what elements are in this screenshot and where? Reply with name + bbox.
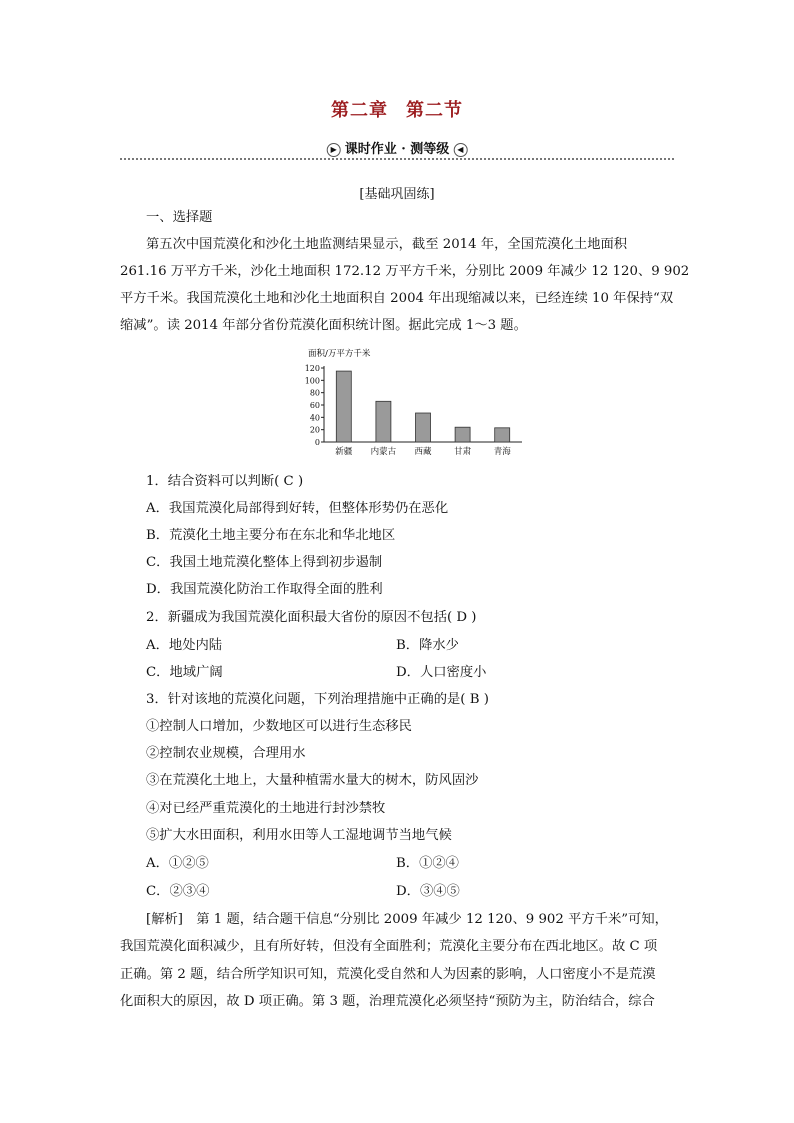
bar	[495, 428, 510, 442]
q3-option-c: C．②③④	[146, 884, 210, 899]
q3-option-b: B．①②④	[396, 856, 459, 871]
y-tick-label: 120	[304, 364, 320, 373]
x-tick-label: 内蒙古	[370, 447, 397, 457]
q3-option-d: D．③④⑤	[396, 884, 460, 899]
homework-banner	[120, 138, 674, 160]
part-label: 一、选择题	[146, 210, 213, 225]
q2-option-b: B．降水少	[396, 638, 459, 653]
banner-text: 课时作业 · 测等级	[344, 142, 450, 157]
q3-item: ③在荒漠化土地上，大量种植需水量大的树木，防风固沙	[146, 773, 479, 788]
analysis-line: [解析] 第 1 题，结合题干信息“分别比 2009 年减少 12 120、9 902 平方千米”可知，	[146, 912, 668, 927]
bar	[336, 371, 351, 442]
y-tick-label: 0	[314, 438, 320, 447]
y-tick-label: 60	[309, 401, 320, 410]
y-tick-label: 40	[309, 413, 320, 423]
page-title	[0, 96, 794, 122]
intro-line: 第五次中国荒漠化和沙化土地监测结果显示，截至 2014 年，全国荒漠化土地面积	[146, 237, 628, 252]
intro-line: 缩减”。读 2014 年部分省份荒漠化面积统计图。据此完成 1～3 题。	[120, 318, 527, 333]
q1-option-d: D．我国荒漠化防治工作取得全面的胜利	[146, 582, 383, 597]
analysis-line: 我国荒漠化面积减少，且有所好转，但没有全面胜利；荒漠化主要分布在西北地区。故 C 项	[120, 939, 658, 954]
analysis-line: 化面积大的原因，故 D 项正确。第 3 题，治理荒漠化必须坚持“预防为主，防治结合，综合	[120, 994, 655, 1009]
x-tick-label: 甘肃	[454, 447, 472, 457]
q1-option-a: A．我国荒漠化局部得到好转，但整体形势仍在恶化	[146, 501, 449, 516]
q3-item: ④对已经严重荒漠化的土地进行封沙禁牧	[146, 801, 386, 816]
q1-option-b: B．荒漠化土地主要分布在东北和华北地区	[146, 528, 396, 543]
y-tick-label: 100	[304, 376, 320, 386]
q1-option-c: C．我国土地荒漠化整体上得到初步遏制	[146, 555, 383, 570]
y-tick-label: 20	[309, 425, 320, 435]
q2-option-c: C．地域广阔	[146, 665, 223, 680]
q3-item: ②控制农业规模，合理用水	[146, 746, 306, 761]
y-tick-label: 80	[309, 388, 320, 398]
section-label: [基础巩固练]	[359, 187, 435, 202]
question-2-stem: 2．新疆成为我国荒漠化面积最大省份的原因不包括( D )	[146, 610, 477, 625]
x-tick-label: 新疆	[335, 447, 353, 457]
y-axis-label: 面积/万平方千米	[308, 349, 371, 359]
play-left-icon: ◀	[453, 143, 467, 157]
analysis-line: 正确。第 2 题，结合所学知识可知，荒漠化受自然和人为因素的影响，人口密度小不是荒漠	[120, 967, 656, 982]
chapter-title: 第二章	[331, 100, 388, 121]
q3-item: ⑤扩大水田面积，利用水田等人工湿地调节当地气候	[146, 828, 452, 843]
bar	[455, 427, 470, 442]
section-title: 第二节	[406, 100, 463, 121]
question-1-stem: 1．结合资料可以判断( C )	[146, 474, 304, 489]
question-3-stem: 3．针对该地的荒漠化问题，下列治理措施中正确的是( B )	[146, 692, 489, 707]
desertification-bar-chart	[298, 346, 530, 464]
q3-option-a: A．①②⑤	[146, 856, 209, 871]
x-tick-label: 青海	[493, 447, 511, 457]
bar	[376, 401, 391, 442]
q2-option-a: A．地处内陆	[146, 638, 223, 653]
x-tick-label: 西藏	[414, 447, 432, 457]
intro-line: 平方千米。我国荒漠化土地和沙化土地面积自 2004 年出现缩减以来，已经连续 10 年保持“双	[120, 291, 674, 306]
play-right-icon: ▶	[327, 143, 341, 157]
q3-item: ①控制人口增加，少数地区可以进行生态移民	[146, 719, 412, 734]
q2-option-d: D．人口密度小	[396, 665, 487, 680]
intro-line: 261.16 万平方千米，沙化土地面积 172.12 万平方千米，分别比 2009 年减少 12 120、9 902	[120, 264, 690, 279]
banner-badge	[315, 138, 480, 157]
dotted-divider	[120, 158, 674, 160]
bar	[416, 413, 431, 442]
